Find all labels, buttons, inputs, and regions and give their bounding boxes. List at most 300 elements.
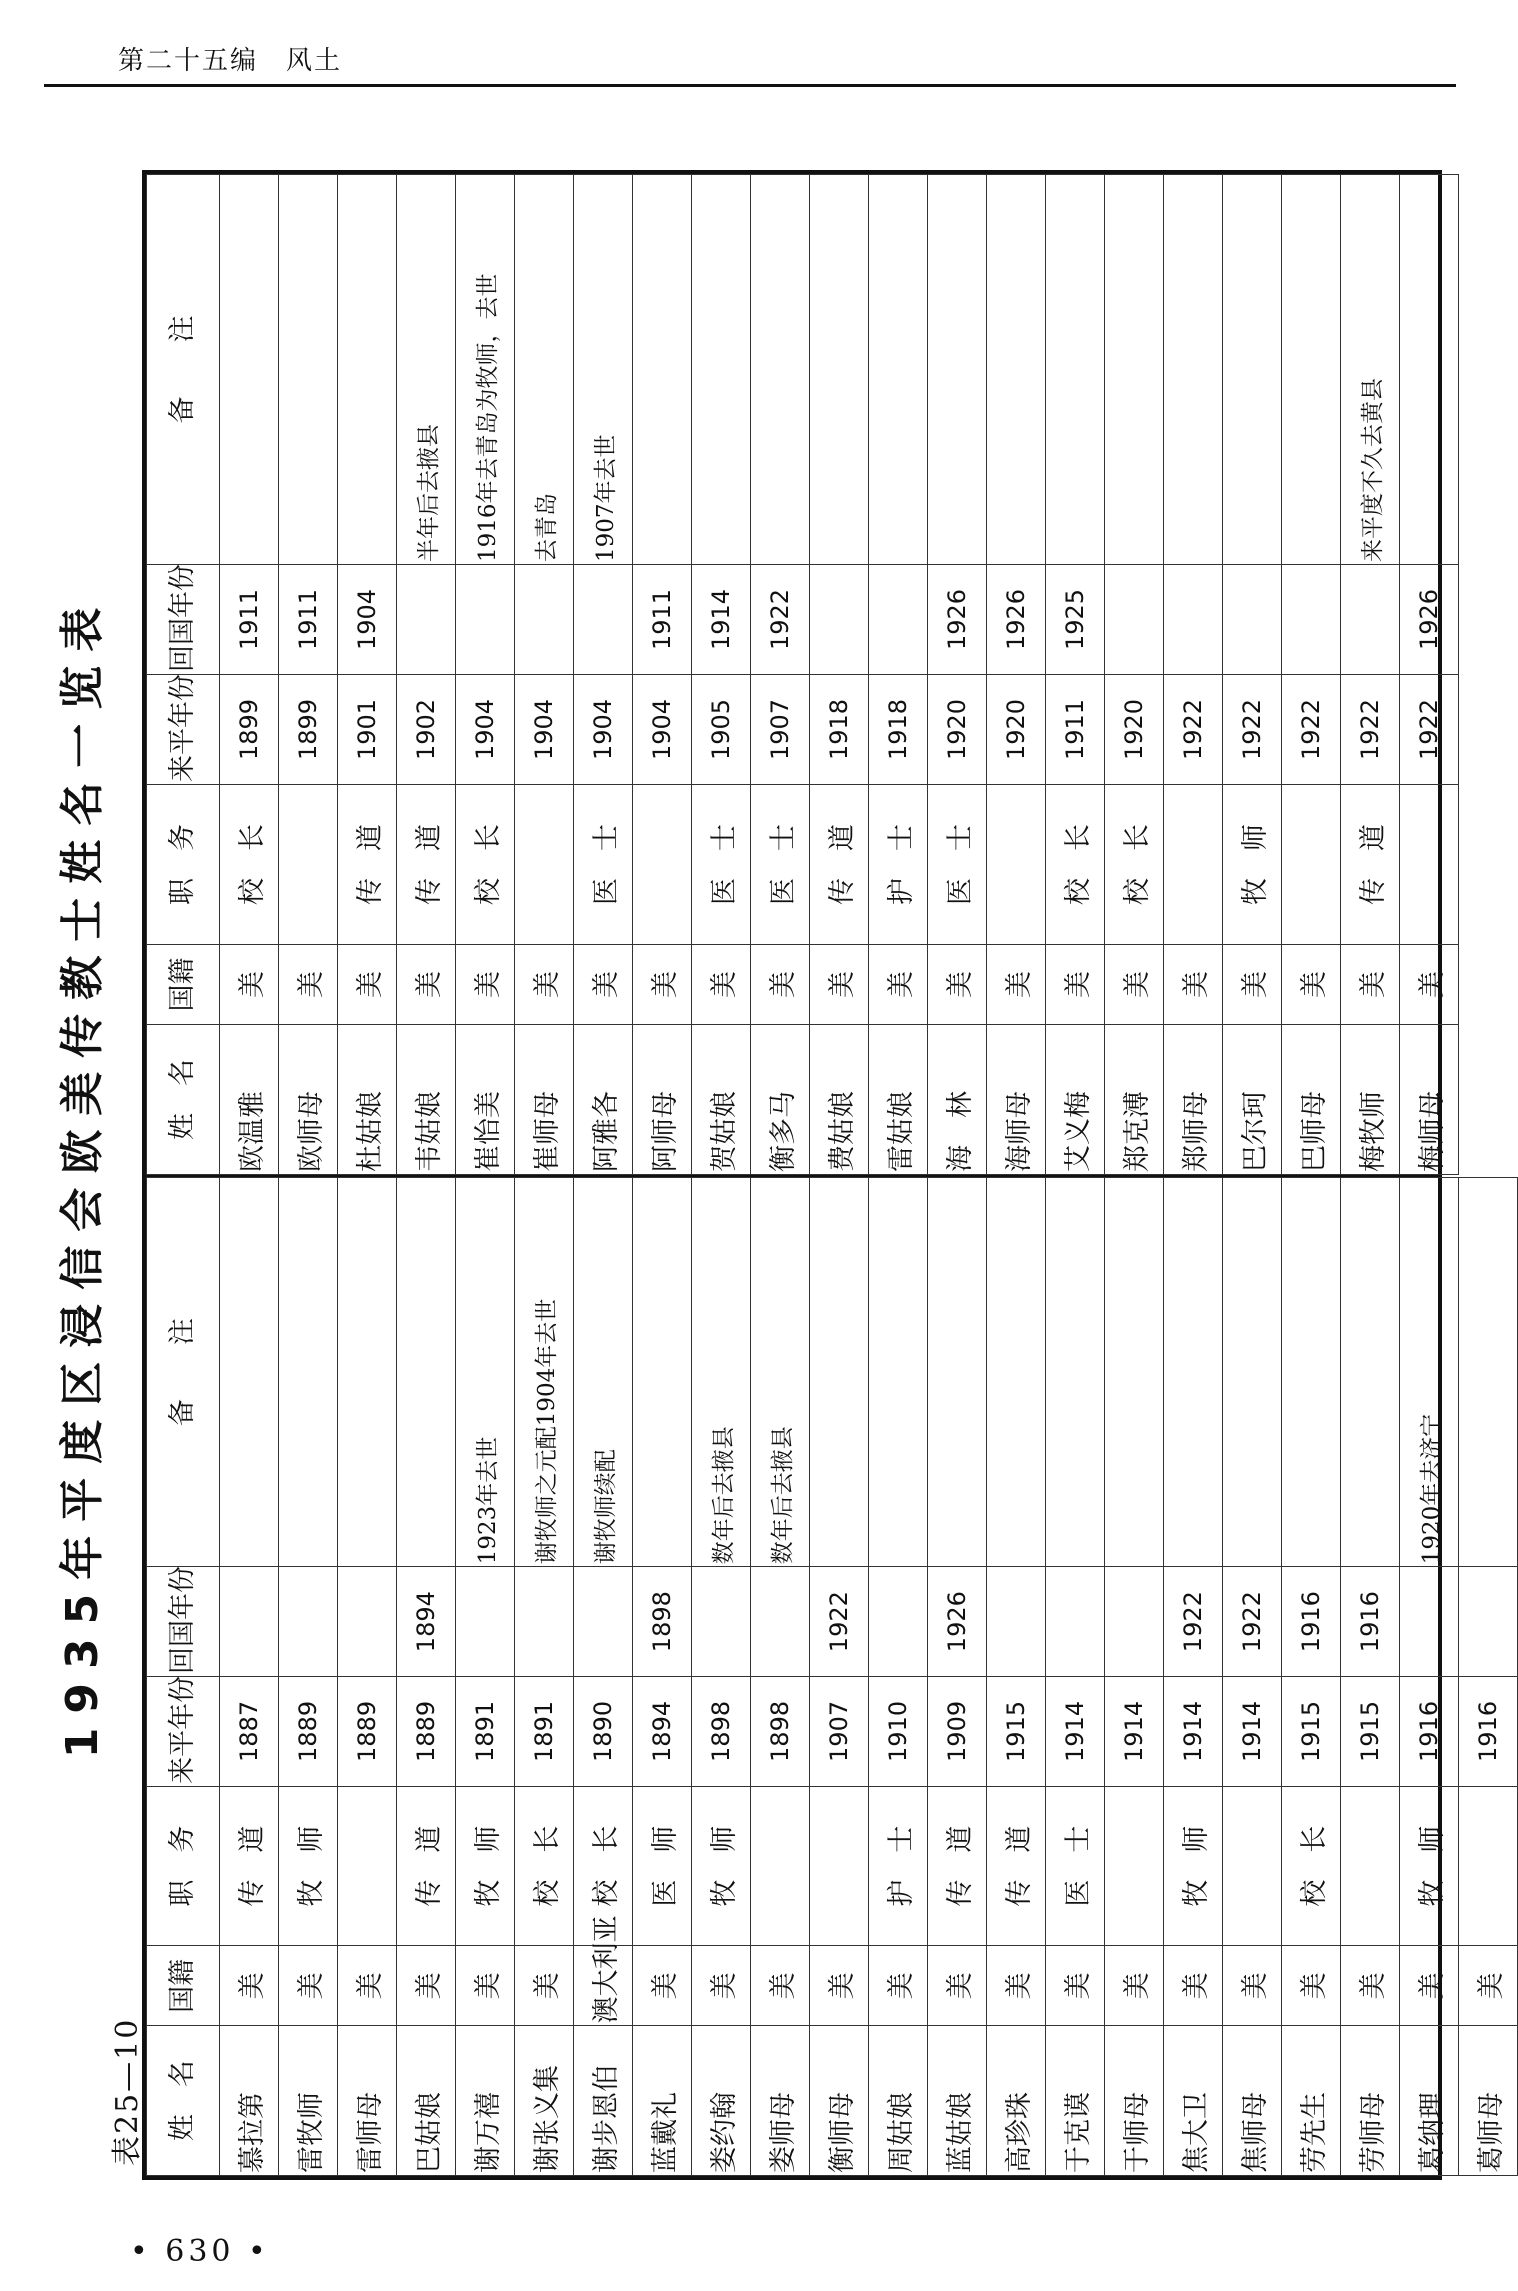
cell-nationality: 美 (928, 945, 987, 1025)
cell-job: 校 长 (574, 1786, 633, 1946)
cell-nationality: 美 (220, 945, 279, 1025)
cell-job: 传 道 (397, 785, 456, 945)
cell-note (810, 175, 869, 565)
table-row (338, 175, 397, 1175)
cell-nationality: 美 (633, 945, 692, 1025)
cell-arrive-year: 1914 (1046, 1677, 1105, 1787)
table-row (456, 175, 515, 1175)
cell-arrive-year: 1916 (1459, 1677, 1518, 1787)
cell-nationality: 美 (1164, 945, 1223, 1025)
cell-return-year: 1916 (1282, 1567, 1341, 1677)
cell-job (1223, 1786, 1282, 1946)
cell-job (751, 1786, 810, 1946)
cell-arrive-year: 1904 (456, 675, 515, 785)
table-row (869, 175, 928, 1175)
cell-note (633, 175, 692, 565)
table-row (1046, 1178, 1105, 2176)
cell-job (633, 785, 692, 945)
cell-arrive-year: 1891 (515, 1677, 574, 1787)
cell-arrive-year: 1907 (751, 675, 810, 785)
table-row (928, 1178, 987, 2176)
cell-job (1105, 1786, 1164, 1946)
cell-arrive-year: 1918 (810, 675, 869, 785)
header-note: 备 注 (147, 175, 220, 565)
cell-job: 传 道 (987, 1786, 1046, 1946)
cell-job: 牧 师 (456, 1786, 515, 1946)
cell-arrive-year: 1914 (1164, 1677, 1223, 1787)
cell-name: 谢步恩伯 (574, 2026, 633, 2176)
cell-note (1046, 1178, 1105, 1567)
running-header: 第二十五编 风土 (118, 46, 343, 76)
table-row (633, 175, 692, 1175)
cell-nationality: 美 (397, 945, 456, 1025)
cell-return-year (987, 1567, 1046, 1677)
cell-arrive-year: 1922 (1164, 675, 1223, 785)
header-job: 职 务 (147, 1786, 220, 1946)
cell-nationality: 美 (1341, 945, 1400, 1025)
cell-arrive-year: 1907 (810, 1677, 869, 1787)
cell-name: 谢万禧 (456, 2026, 515, 2176)
cell-return-year (1400, 1567, 1459, 1677)
cell-job: 医 士 (928, 785, 987, 945)
cell-name: 郑师母 (1164, 1025, 1223, 1175)
cell-job: 医 士 (751, 785, 810, 945)
cell-name: 海 林 (928, 1025, 987, 1175)
table-row (810, 1178, 869, 2176)
cell-job: 校 长 (515, 1786, 574, 1946)
cell-return-year: 1922 (751, 565, 810, 675)
table-row (1223, 1178, 1282, 2176)
cell-job (1282, 785, 1341, 945)
cell-note (987, 175, 1046, 565)
header-note: 备 注 (147, 1178, 220, 1567)
cell-return-year (456, 565, 515, 675)
page-number: • 630 • (130, 2234, 270, 2269)
cell-arrive-year: 1902 (397, 675, 456, 785)
cell-name: 巴姑娘 (397, 2026, 456, 2176)
cell-name: 梅牧师 (1341, 1025, 1400, 1175)
cell-nationality: 美 (987, 945, 1046, 1025)
cell-return-year (515, 565, 574, 675)
cell-return-year: 1926 (987, 565, 1046, 675)
cell-arrive-year: 1894 (633, 1677, 692, 1787)
cell-nationality: 美 (456, 1946, 515, 2026)
cell-note (279, 1178, 338, 1567)
table-row (1105, 175, 1164, 1175)
cell-return-year (692, 1567, 751, 1677)
table-row (338, 1178, 397, 2176)
table-row (515, 1178, 574, 2176)
table-row (751, 175, 810, 1175)
table-header-row (147, 175, 220, 1175)
table-row (633, 1178, 692, 2176)
cell-job: 校 长 (1046, 785, 1105, 945)
cell-note: 数年后去掖县 (751, 1178, 810, 1567)
table-row (574, 1178, 633, 2176)
cell-note (338, 175, 397, 565)
cell-note: 1923年去世 (456, 1178, 515, 1567)
table-row (279, 1178, 338, 2176)
cell-return-year: 1911 (633, 565, 692, 675)
cell-job: 校 长 (1105, 785, 1164, 945)
cell-return-year (1341, 565, 1400, 675)
cell-name: 欧温雅 (220, 1025, 279, 1175)
cell-name: 谢张义集 (515, 2026, 574, 2176)
cell-arrive-year: 1915 (1341, 1677, 1400, 1787)
table-header-row (147, 1178, 220, 2176)
cell-job: 传 道 (338, 785, 397, 945)
cell-note (1164, 175, 1223, 565)
cell-job: 牧 师 (692, 1786, 751, 1946)
table-row (1282, 1178, 1341, 2176)
cell-job: 护 士 (869, 1786, 928, 1946)
table-right (146, 174, 1459, 1175)
cell-arrive-year: 1914 (1223, 1677, 1282, 1787)
cell-arrive-year: 1891 (456, 1677, 515, 1787)
cell-nationality: 美 (279, 1946, 338, 2026)
cell-nationality: 美 (1105, 1946, 1164, 2026)
cell-nationality: 美 (928, 1946, 987, 2026)
cell-job: 牧 师 (1164, 1786, 1223, 1946)
header-return-year: 回国年份 (147, 565, 220, 675)
cell-note: 1907年去世 (574, 175, 633, 565)
cell-name: 阿师母 (633, 1025, 692, 1175)
cell-note (1223, 175, 1282, 565)
cell-return-year (1164, 565, 1223, 675)
table-row (1459, 1178, 1518, 2176)
cell-arrive-year: 1916 (1400, 1677, 1459, 1787)
cell-return-year (1223, 565, 1282, 675)
cell-arrive-year: 1914 (1105, 1677, 1164, 1787)
cell-job: 医 士 (574, 785, 633, 945)
cell-return-year (574, 565, 633, 675)
cell-arrive-year: 1889 (338, 1677, 397, 1787)
cell-nationality: 美 (1282, 1946, 1341, 2026)
table-row (574, 175, 633, 1175)
cell-job: 医 师 (633, 1786, 692, 1946)
cell-nationality: 美 (810, 945, 869, 1025)
table-row (810, 175, 869, 1175)
cell-name: 劳先生 (1282, 2026, 1341, 2176)
table-row (1400, 1178, 1459, 2176)
cell-job: 传 道 (1341, 785, 1400, 945)
cell-nationality: 美 (1341, 1946, 1400, 2026)
cell-arrive-year: 1915 (1282, 1677, 1341, 1787)
cell-name: 崔怡美 (456, 1025, 515, 1175)
table-row (456, 1178, 515, 2176)
cell-arrive-year: 1898 (692, 1677, 751, 1787)
missionary-table (142, 170, 1507, 2180)
cell-nationality: 美 (1223, 1946, 1282, 2026)
table-right-body (220, 175, 1459, 1175)
cell-note (1223, 1178, 1282, 1567)
cell-job: 牧 师 (1400, 1786, 1459, 1946)
table-row (397, 1178, 456, 2176)
cell-note: 去青岛 (515, 175, 574, 565)
cell-note (751, 175, 810, 565)
cell-nationality: 美 (869, 945, 928, 1025)
table-row (279, 175, 338, 1175)
cell-job (1341, 1786, 1400, 1946)
cell-arrive-year: 1898 (751, 1677, 810, 1787)
cell-name: 葛师母 (1459, 2026, 1518, 2176)
cell-note (928, 175, 987, 565)
header-arrive-year: 来平年份 (147, 675, 220, 785)
header-nationality: 国籍 (147, 1946, 220, 2026)
cell-nationality: 美 (338, 945, 397, 1025)
cell-nationality: 美 (1223, 945, 1282, 1025)
cell-arrive-year: 1909 (928, 1677, 987, 1787)
cell-name: 阿雅各 (574, 1025, 633, 1175)
cell-arrive-year: 1890 (574, 1677, 633, 1787)
cell-name: 韦姑娘 (397, 1025, 456, 1175)
cell-name: 衡师母 (810, 2026, 869, 2176)
header-nationality: 国籍 (147, 945, 220, 1025)
cell-note (1164, 1178, 1223, 1567)
cell-return-year: 1916 (1341, 1567, 1400, 1677)
cell-note (338, 1178, 397, 1567)
cell-return-year: 1926 (928, 565, 987, 675)
cell-name: 焦大卫 (1164, 2026, 1223, 2176)
table-row (1105, 1178, 1164, 2176)
table-row (751, 1178, 810, 2176)
cell-arrive-year: 1889 (279, 1677, 338, 1787)
table-row (397, 175, 456, 1175)
table-row (692, 175, 751, 1175)
cell-arrive-year: 1911 (1046, 675, 1105, 785)
header-return-year: 回国年份 (147, 1567, 220, 1677)
cell-arrive-year: 1915 (987, 1677, 1046, 1787)
cell-nationality: 美 (751, 1946, 810, 2026)
table-row (220, 175, 279, 1175)
table-title: 1935年平度区浸信会欧美传教士姓名一览表 (57, 593, 108, 1759)
cell-arrive-year: 1922 (1223, 675, 1282, 785)
cell-note (1105, 175, 1164, 565)
cell-nationality: 美 (1282, 945, 1341, 1025)
cell-name: 高珍珠 (987, 2026, 1046, 2176)
cell-return-year (751, 1567, 810, 1677)
cell-nationality: 美 (279, 945, 338, 1025)
cell-name: 巴师母 (1282, 1025, 1341, 1175)
header-name: 姓 名 (147, 1025, 220, 1175)
cell-job: 传 道 (220, 1786, 279, 1946)
cell-return-year (574, 1567, 633, 1677)
cell-note (869, 1178, 928, 1567)
cell-note: 谢牧师之元配1904年去世 (515, 1178, 574, 1567)
cell-job (810, 1786, 869, 1946)
cell-job: 护 士 (869, 785, 928, 945)
cell-name: 雷姑娘 (869, 1025, 928, 1175)
cell-job: 传 道 (810, 785, 869, 945)
cell-nationality: 美 (1046, 945, 1105, 1025)
table-left-body (220, 1178, 1518, 2176)
cell-name: 蓝戴礼 (633, 2026, 692, 2176)
cell-name: 劳师母 (1341, 2026, 1400, 2176)
cell-name: 欧师母 (279, 1025, 338, 1175)
cell-job (338, 1786, 397, 1946)
cell-nationality: 美 (515, 1946, 574, 2026)
table-row (1341, 175, 1400, 1175)
header-rule (44, 84, 1456, 87)
cell-name: 梅师母 (1400, 1025, 1459, 1175)
cell-arrive-year: 1910 (869, 1677, 928, 1787)
table-left-half (146, 1175, 1507, 2176)
cell-note (810, 1178, 869, 1567)
cell-job: 校 长 (456, 785, 515, 945)
cell-name: 巴尔珂 (1223, 1025, 1282, 1175)
cell-name: 崔师母 (515, 1025, 574, 1175)
cell-nationality: 美 (397, 1946, 456, 2026)
cell-note (1105, 1178, 1164, 1567)
cell-nationality: 美 (1459, 1946, 1518, 2026)
cell-nationality: 美 (810, 1946, 869, 2026)
cell-note (987, 1178, 1046, 1567)
table-row (928, 175, 987, 1175)
cell-job: 牧 师 (279, 1786, 338, 1946)
cell-return-year (1282, 565, 1341, 675)
cell-name: 衡多马 (751, 1025, 810, 1175)
cell-return-year (1046, 1567, 1105, 1677)
cell-note: 1920年去济宁 (1400, 1178, 1459, 1567)
cell-job: 传 道 (928, 1786, 987, 1946)
cell-arrive-year: 1904 (574, 675, 633, 785)
cell-nationality: 美 (987, 1946, 1046, 2026)
cell-note (692, 175, 751, 565)
cell-name: 于师母 (1105, 2026, 1164, 2176)
cell-return-year: 1914 (692, 565, 751, 675)
cell-name: 费姑娘 (810, 1025, 869, 1175)
table-row (1400, 175, 1459, 1175)
cell-note: 来平度不久去黄县 (1341, 175, 1400, 565)
cell-return-year: 1926 (928, 1567, 987, 1677)
cell-name: 郑克溥 (1105, 1025, 1164, 1175)
cell-name: 周姑娘 (869, 2026, 928, 2176)
cell-nationality: 美 (515, 945, 574, 1025)
cell-return-year: 1911 (220, 565, 279, 675)
table-row (1164, 1178, 1223, 2176)
cell-return-year (397, 565, 456, 675)
cell-nationality: 美 (338, 1946, 397, 2026)
cell-return-year (1105, 1567, 1164, 1677)
cell-name: 海师母 (987, 1025, 1046, 1175)
cell-return-year (338, 1567, 397, 1677)
cell-name: 慕拉第 (220, 2026, 279, 2176)
cell-note (220, 175, 279, 565)
cell-arrive-year: 1920 (987, 675, 1046, 785)
cell-note: 数年后去掖县 (692, 1178, 751, 1567)
cell-nationality: 澳大利亚 (574, 1946, 633, 2026)
cell-arrive-year: 1922 (1341, 675, 1400, 785)
cell-return-year: 1898 (633, 1567, 692, 1677)
cell-return-year: 1922 (810, 1567, 869, 1677)
cell-job: 牧 师 (1223, 785, 1282, 945)
cell-nationality: 美 (574, 945, 633, 1025)
table-row (987, 175, 1046, 1175)
cell-note (1046, 175, 1105, 565)
cell-return-year (869, 1567, 928, 1677)
cell-nationality: 美 (869, 1946, 928, 2026)
cell-nationality: 美 (633, 1946, 692, 2026)
cell-return-year (1105, 565, 1164, 675)
cell-arrive-year: 1922 (1400, 675, 1459, 785)
cell-return-year: 1922 (1164, 1567, 1223, 1677)
cell-arrive-year: 1905 (692, 675, 751, 785)
cell-arrive-year: 1899 (279, 675, 338, 785)
cell-note (1282, 1178, 1341, 1567)
cell-job (1459, 1786, 1518, 1946)
table-row (869, 1178, 928, 2176)
cell-arrive-year: 1920 (1105, 675, 1164, 785)
cell-job: 校 长 (1282, 1786, 1341, 1946)
table-right-half (146, 174, 1448, 1175)
cell-return-year: 1922 (1223, 1567, 1282, 1677)
cell-note (1341, 1178, 1400, 1567)
cell-note (279, 175, 338, 565)
cell-arrive-year: 1889 (397, 1677, 456, 1787)
cell-job (515, 785, 574, 945)
header-name: 姓 名 (147, 2026, 220, 2176)
cell-name: 杜姑娘 (338, 1025, 397, 1175)
cell-name: 焦师母 (1223, 2026, 1282, 2176)
cell-note (397, 1178, 456, 1567)
cell-nationality: 美 (692, 945, 751, 1025)
cell-nationality: 美 (1400, 945, 1459, 1025)
table-row (692, 1178, 751, 2176)
cell-name: 贺姑娘 (692, 1025, 751, 1175)
cell-return-year: 1925 (1046, 565, 1105, 675)
cell-note (1282, 175, 1341, 565)
cell-name: 于克谟 (1046, 2026, 1105, 2176)
cell-job: 校 长 (220, 785, 279, 945)
cell-nationality: 美 (1164, 1946, 1223, 2026)
table-number: 表25—10 (110, 2017, 145, 2166)
cell-note (220, 1178, 279, 1567)
table-left (146, 1177, 1518, 2176)
cell-job: 医 士 (1046, 1786, 1105, 1946)
cell-name: 蓝姑娘 (928, 2026, 987, 2176)
cell-note: 1916年去青岛为牧师，去世 (456, 175, 515, 565)
cell-nationality: 美 (1400, 1946, 1459, 2026)
table-row (1341, 1178, 1400, 2176)
cell-return-year (869, 565, 928, 675)
cell-name: 娄约翰 (692, 2026, 751, 2176)
cell-return-year (456, 1567, 515, 1677)
cell-job (1400, 785, 1459, 945)
table-row (1164, 175, 1223, 1175)
cell-nationality: 美 (692, 1946, 751, 2026)
cell-return-year (220, 1567, 279, 1677)
cell-return-year (810, 565, 869, 675)
cell-arrive-year: 1918 (869, 675, 928, 785)
cell-nationality: 美 (220, 1946, 279, 2026)
cell-job (279, 785, 338, 945)
cell-note: 半年后去掖县 (397, 175, 456, 565)
table-row (1046, 175, 1105, 1175)
table-row (220, 1178, 279, 2176)
cell-job: 传 道 (397, 1786, 456, 1946)
cell-name: 娄师母 (751, 2026, 810, 2176)
cell-arrive-year: 1904 (633, 675, 692, 785)
cell-return-year: 1894 (397, 1567, 456, 1677)
cell-return-year (279, 1567, 338, 1677)
header-arrive-year: 来平年份 (147, 1677, 220, 1787)
cell-return-year: 1904 (338, 565, 397, 675)
table-row (1282, 175, 1341, 1175)
table-row (1223, 175, 1282, 1175)
cell-name: 艾义梅 (1046, 1025, 1105, 1175)
cell-nationality: 美 (751, 945, 810, 1025)
cell-name: 葛纳理 (1400, 2026, 1459, 2176)
